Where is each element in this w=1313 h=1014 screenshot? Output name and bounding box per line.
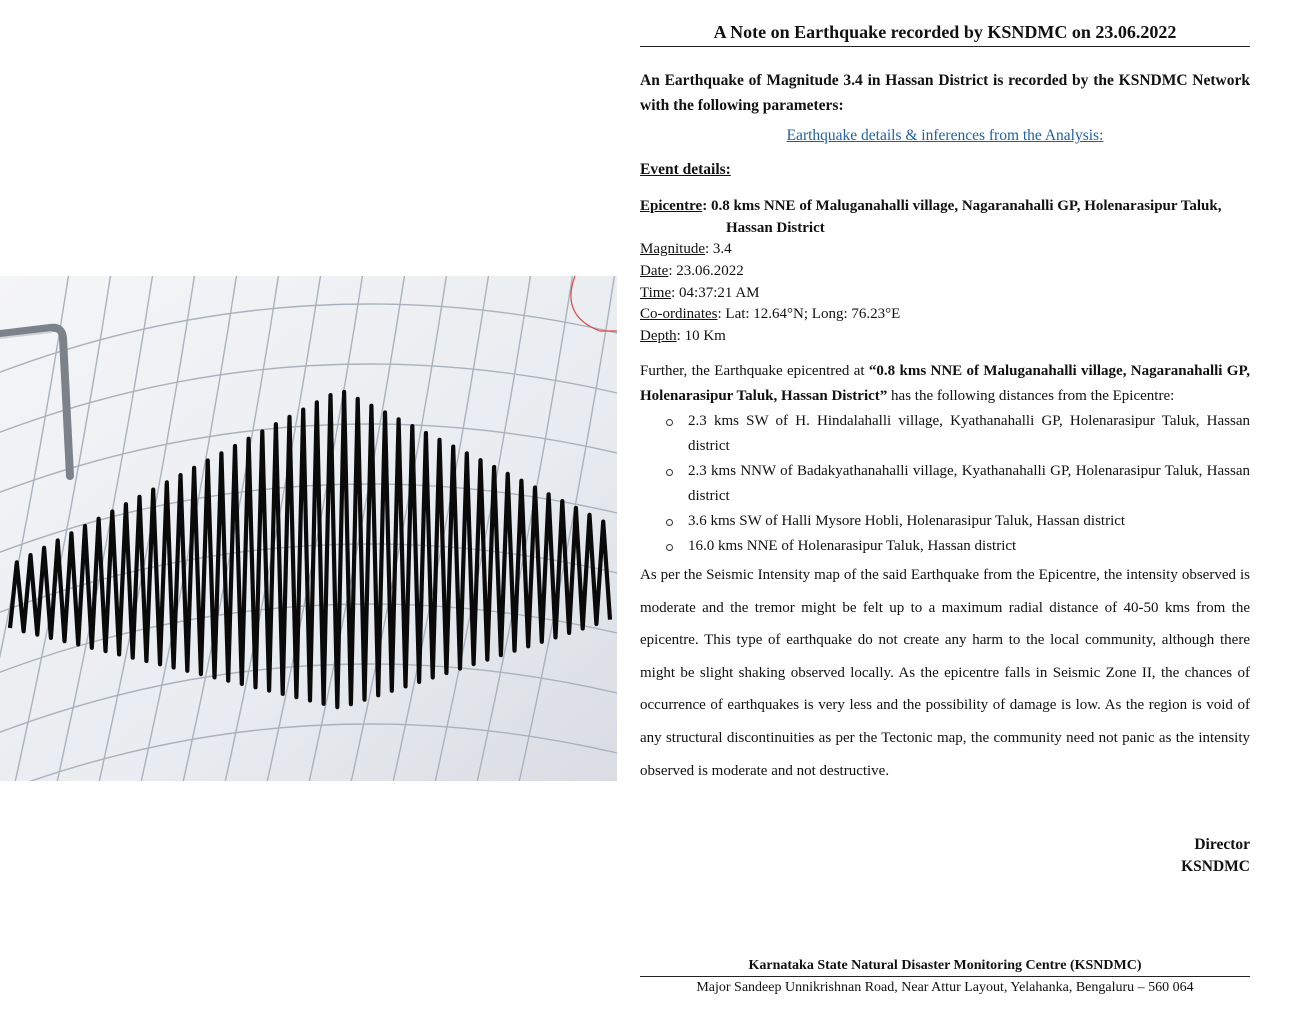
intensity-paragraph: As per the Seismic Intensity map of the said Earthquake from the Epicentre, the intensity observed is moderate and the tremor might be felt up to a maximum radial distance of 40-50 kms from the epicentre. This type of earthquake do not create any harm to the local community, although there might be slight shaking observed locally. As the epicentre falls in Seismic Zone II, the chances of occurrence of earthquakes is very less and the possibility of damage is low. As the region is void of any structural discontinuities as per the Tectonic map, the community need not panic as the intensity observed is moderate and not destructive.	[640, 566, 1250, 779]
further-post: has the following distances from the Epicentre:	[887, 387, 1175, 404]
epicentre-row: Epicentre: 0.8 kms NNE of Maluganahalli village, Nagaranahalli GP, Holenarasipur Taluk, Hassan District	[640, 198, 1222, 236]
detail-label: Date	[640, 262, 669, 279]
footer-address: Major Sandeep Unnikrishnan Road, Near Attur Layout, Yelahanka, Bengaluru – 560 064	[696, 980, 1194, 995]
further-paragraph	[640, 359, 1250, 409]
footer-organization: Karnataka State Natural Disaster Monitoring Centre (KSNDMC)	[640, 958, 1250, 977]
detail-label: Co-ordinates	[640, 306, 718, 323]
list-item: 16.0 kms NNE of Holenarasipur Taluk, Hassan district	[688, 534, 1250, 559]
detail-depth	[640, 326, 1250, 348]
intro-text: An Earthquake of Magnitude 3.4 in Hassan District is recorded by the KSNDMC Network with the following parameters:	[640, 72, 1250, 114]
signoff-title: Director	[1194, 836, 1250, 854]
signoff	[640, 834, 1250, 878]
detail-value: : 3.4	[705, 241, 732, 257]
document-title: A Note on Earthquake recorded by KSNDMC on 23.06.2022	[640, 22, 1250, 47]
document	[640, 22, 1250, 878]
list-item: 2.3 kms NNW of Badakyathanahalli village, Kyathanahalli GP, Holenarasipur Taluk, Hassan district	[688, 459, 1250, 509]
detail-date	[640, 261, 1250, 283]
further-epicentre: “0.8 kms NNE of Maluganahalli village, Nagaranahalli GP, Holenarasipur Taluk, Hassan District”	[640, 362, 1250, 404]
detail-magnitude	[640, 239, 1250, 261]
signoff-org: KSNDMC	[1181, 858, 1250, 876]
detail-time	[640, 283, 1250, 305]
epicentre-label: Epicentre	[640, 198, 703, 214]
seismograph-image	[0, 276, 617, 781]
detail-coordinates	[640, 304, 1250, 326]
detail-label: Time	[640, 284, 672, 301]
detail-label: Magnitude	[640, 241, 705, 257]
list-item: 3.6 kms SW of Halli Mysore Hobli, Holenarasipur Taluk, Hassan district	[688, 509, 1250, 534]
analysis-section-link[interactable]: Earthquake details & inferences from the Analysis:	[786, 127, 1104, 144]
detail-value: : 04:37:21 AM	[671, 284, 760, 301]
footer	[640, 958, 1250, 996]
event-details-heading: Event details:	[640, 161, 731, 178]
distance-list	[640, 409, 1250, 559]
further-pre: Further, the Earthquake epicentred at	[640, 362, 869, 379]
list-item: 2.3 kms SW of H. Hindalahalli village, Kyathanahalli GP, Holenarasipur Taluk, Hassan district	[688, 409, 1250, 459]
detail-value: : Lat: 12.64°N; Long: 76.23°E	[717, 306, 901, 323]
detail-value: : 23.06.2022	[668, 262, 744, 279]
detail-value: : 10 Km	[676, 328, 726, 345]
epicentre-value: 0.8 kms NNE of Maluganahalli village, Nagaranahalli GP, Holenarasipur Taluk, Hassan District	[710, 198, 1222, 236]
detail-label: Depth	[640, 328, 677, 345]
seismograph-icon	[0, 276, 617, 781]
